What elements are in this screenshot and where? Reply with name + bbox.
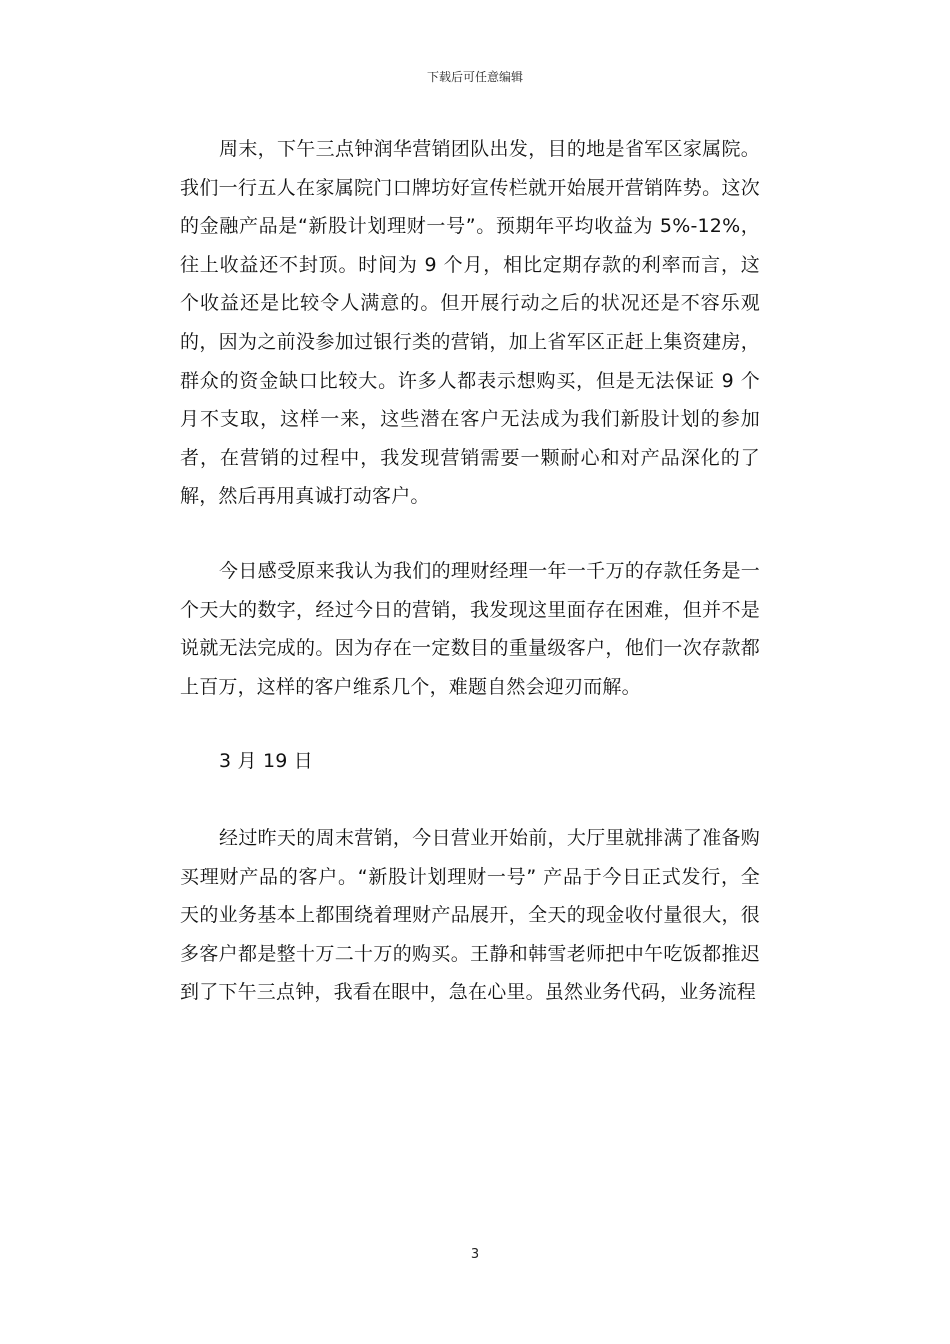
page-number: 3 bbox=[470, 1247, 480, 1262]
document-body bbox=[180, 130, 760, 1048]
date-heading: 3 月 19 日 bbox=[219, 750, 313, 773]
page-header: 下载后可任意编辑 bbox=[426, 70, 523, 84]
paragraph-product-launch: 经过昨天的周末营销，今日营业开始前，大厅里就排满了准备购买理财产品的客户。“新股计划理财一号” 产品于今日正式发行，全天的业务基本上都围绕着理财产品展开，全天的现金收付量很大，很多客户都是整十万二十万的购买。王静和韩雪老师把中午吃饭都推迟到了下午三点钟，我看在眼中，急在心里。虽然业务代码，业务流程 bbox=[180, 826, 760, 1004]
paragraph-today-reflection: 今日感受原来我认为我们的理财经理一年一千万的存款任务是一个天大的数字，经过今日的营销，我发现这里面存在困难，但并不是说就无法完成的。因为存在一定数目的重量级客户，他们一次存款都上百万，这样的客户维系几个，难题自然会迎刃而解。 bbox=[180, 559, 760, 698]
paragraph-weekend-marketing: 周末，下午三点钟润华营销团队出发，目的地是省军区家属院。我们一行五人在家属院门口牌坊好宣传栏就开始展开营销阵势。这次的金融产品是“新股计划理财一号”。预期年平均收益为 5%-12%，往上收益还不封顶。时间为 9 个月，相比定期存款的利率而言，这个收益还是比较令人满意的。但开展行动之后的状况还是不容乐观的，因为之前没参加过银行类的营销，加上省军区正赶上集资建房，群众的资金缺口比较大。许多人都表示想购买，但是无法保证 9 个月不支取，这样一来，这些潜在客户无法成为我们新股计划的参加者，在营销的过程中，我发现营销需要一颗耐心和对产品深化的了解，然后再用真诚打动客户。 bbox=[180, 138, 760, 508]
